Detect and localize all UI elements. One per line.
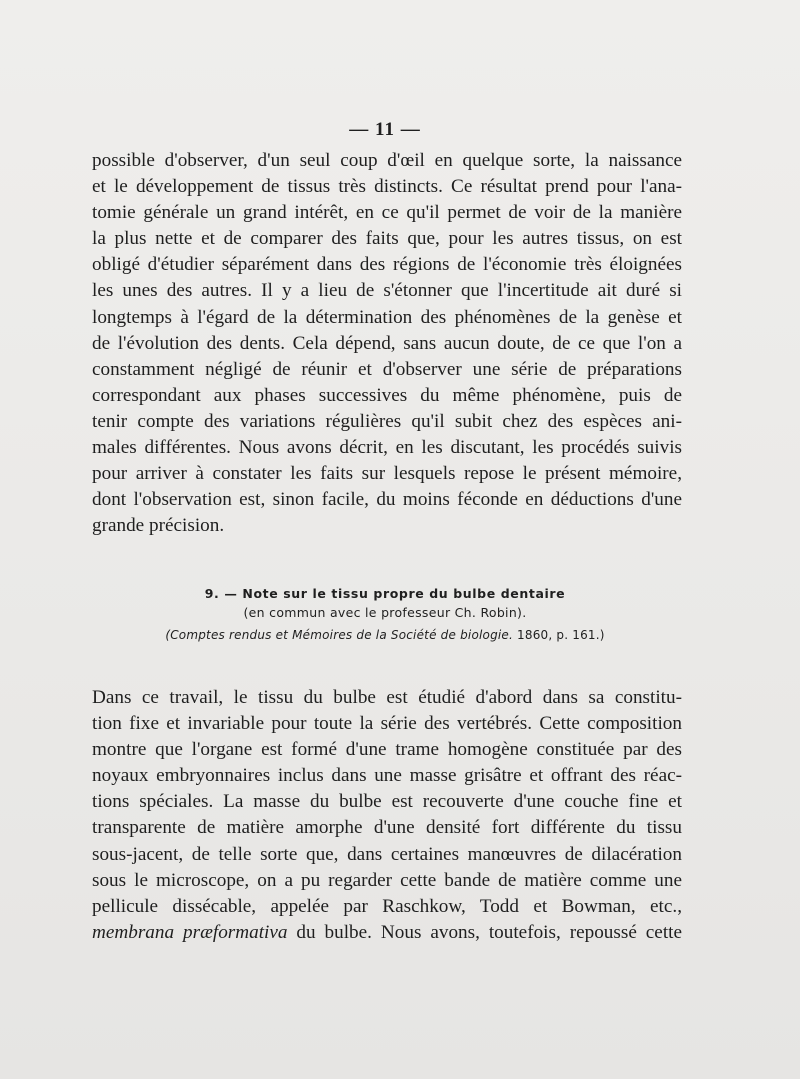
paragraph-line: tomie générale un grand intérêt, en ce qu'il permet de voir de la manière <box>92 202 682 224</box>
paragraph-line: transparente de matière amorphe d'une densité fort différente du tissu <box>92 817 682 839</box>
paragraph-line: sous-jacent, de telle sorte que, dans certaines manœuvres de dilacération <box>92 843 682 865</box>
paragraph-line: grande précision. <box>92 515 225 537</box>
note-source <box>0 628 770 642</box>
paragraph-line: possible d'observer, d'un seul coup d'œil en quelque sorte, la naissance <box>92 150 682 171</box>
paragraph-line: correspondant aux phases successives du même phénomène, puis de <box>92 384 682 406</box>
paragraph-line: tion fixe et invariable pour toute la série des vertébrés. Cette composition <box>92 713 682 735</box>
paragraph-line: de l'évolution des dents. Cela dépend, sans aucun doute, de ce que l'on a <box>92 332 682 354</box>
paragraph-line: montre que l'organe est formé d'une trame homogène constituée par des <box>92 739 682 761</box>
paragraph-line: tions spéciales. La masse du bulbe est recouverte d'une couche fine et <box>92 791 682 813</box>
paragraph-line: males différentes. Nous avons décrit, en les discutant, les procédés suivis <box>92 437 682 459</box>
paragraph-line: longtemps à l'égard de la détermination des phénomènes de la genèse et <box>92 306 682 328</box>
paragraph-line-rest: du bulbe. Nous avons, toutefois, repoussé cette <box>287 921 682 943</box>
paragraph-bulbe <box>92 685 682 946</box>
paragraph-line: pour arriver à constater les faits sur lesquels repose le présent mémoire, <box>92 463 682 485</box>
paragraph-line: obligé d'étudier séparément dans des régions de l'économie très éloignées <box>92 254 682 276</box>
paragraph-line: les unes des autres. Il y a lieu de s'étonner que l'incertitude ait duré si <box>92 280 682 302</box>
paragraph-line: constamment négligé de réunir et d'observer une série de préparations <box>92 358 682 380</box>
page-number: — 11 — <box>349 119 421 140</box>
paragraph-line: sous le microscope, on a pu regarder cette bande de matière comme une <box>92 869 682 891</box>
paragraph-line: Dans ce travail, le tissu du bulbe est étudié d'abord dans sa constitu- <box>92 687 682 708</box>
paragraph-line: dont l'observation est, sinon facile, du moins féconde en déductions d'une <box>92 489 682 511</box>
note-source-plain: 1860, p. 161.) <box>513 628 605 642</box>
paragraph-line <box>92 920 682 946</box>
paragraph-line: pellicule dissécable, appelée par Raschkow, Todd et Bowman, etc., <box>92 895 682 917</box>
term-membrana: membrana præformativa <box>92 921 288 943</box>
paragraph-line: et le développement de tissus très distincts. Ce résultat prend pour l'ana- <box>92 176 682 198</box>
note-source-italic: (Comptes rendus et Mémoires de la Société de biologie. <box>165 628 514 642</box>
paragraph-line: noyaux embryonnaires inclus dans une masse grisâtre et offrant des réac- <box>92 765 682 787</box>
paragraph-line: la plus nette et de comparer des faits que, pour les autres tissus, on est <box>92 228 682 250</box>
note-subheading: (en commun avec le professeur Ch. Robin). <box>243 605 527 620</box>
paragraph-intro <box>92 148 682 539</box>
paragraph-line: tenir compte des variations régulières qu'il subit chez des espèces ani- <box>92 410 682 432</box>
note-heading: 9. — Note sur le tissu propre du bulbe dentaire <box>204 586 566 601</box>
